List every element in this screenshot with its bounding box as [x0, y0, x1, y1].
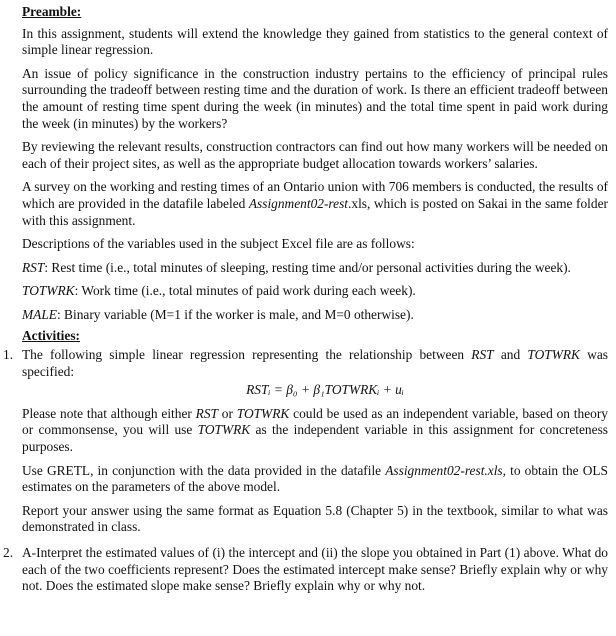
regression-equation: RSTᵢ = β₀ + β₁TOTWRKᵢ + uᵢ — [246, 382, 404, 398]
variable-rst — [22, 260, 608, 277]
text-run: , to obtain the OLS estimates on the parameters of the above model. — [22, 462, 608, 495]
var-totwrk: TOTWRK — [197, 422, 251, 438]
item-number: 2. — [3, 545, 14, 561]
var-rst: RST — [195, 405, 218, 421]
datafile-name: Assignment02-rest.xls — [385, 462, 503, 478]
var-totwrk: TOTWRK — [236, 405, 290, 421]
activity-item-1 — [3, 347, 608, 536]
preamble-paragraph-5: Descriptions of the variables used in the subject Excel file are as follows: — [22, 236, 415, 252]
activities-heading: Activities: — [22, 327, 81, 343]
text-run: The following simple linear regression representing the relationship between — [22, 347, 472, 363]
var-rst: RST — [471, 347, 494, 363]
variable-male — [22, 307, 608, 324]
preamble-paragraph-2: An issue of policy significance in the construction industry pertains to the efficiency of principal rules surrounding the tradeoff between resting time and the duration of work. Is there an efficient tradeoff between the amount of resting time spent during the week (in minutes) and the total time spent in paid work during the week (in minutes) by the workers? — [22, 65, 608, 131]
item-1-intro — [22, 347, 608, 380]
variable-totwrk — [22, 283, 608, 300]
preamble-paragraph-1: In this assignment, students will extend the knowledge they gained from statistics to the general context of simple linear regression. — [22, 25, 608, 58]
text-run: as the independent variable in this assignment for concreteness purposes. — [22, 422, 608, 455]
preamble-paragraph-3: By reviewing the relevant results, construction contractors can find out how many workers will be needed on each of their project sites, as well as the appropriate budget allocation towards workers’ salaries. — [22, 139, 608, 171]
activities-list — [3, 347, 608, 595]
variable-desc: : Work time (i.e., total minutes of paid work during each week). — [74, 283, 416, 299]
p4-text-b: .xls, which is posted on Sakai in the same folder with this assignment. — [22, 195, 608, 228]
text-run: Please note that although either — [22, 405, 196, 421]
text-run: was specified: — [22, 347, 608, 379]
item-1-report: Report your answer using the same format as Equation 5.8 (Chapter 5) in the textbook, similar to what was demonstrated in class. — [22, 502, 608, 535]
variable-name: TOTWRK — [22, 283, 75, 299]
item-1-use — [22, 463, 608, 496]
variable-desc: : Binary variable (M=1 if the worker is male, and M=0 otherwise). — [56, 306, 414, 322]
item-number: 1. — [3, 347, 14, 363]
variable-name: RST — [22, 259, 45, 275]
text-run: Use GRETL, in conjunction with the data provided in the datafile — [22, 462, 386, 478]
preamble-paragraph-4 — [22, 179, 608, 229]
preamble-heading: Preamble: — [22, 4, 82, 19]
text-run: and — [493, 347, 528, 363]
text-run: could be used as an independent variable, based on theory or commonsense, you will use — [22, 405, 608, 438]
item-1-note — [22, 406, 608, 456]
variable-desc: : Rest time (i.e., total minutes of sleeping, resting time and/or personal activities during the week). — [44, 259, 571, 275]
item-2-text: A-Interpret the estimated values of (i) the intercept and (ii) the slope you obtained in Part (1) above. What do each of the two coefficients represent? Does the estimated intercept make sense? Briefly explain why or why not. Does the estimated slope make sense? Briefly explain why or why not. — [22, 545, 608, 594]
text-run: or — [217, 405, 237, 421]
variable-name: MALE — [22, 306, 57, 322]
p4-text-a: A survey on the working and resting times of an Ontario union with 706 members is conducted, the results of which are provided in the datafile labeled — [22, 179, 608, 211]
var-totwrk: TOTWRK — [527, 347, 580, 363]
activity-item-2 — [3, 545, 608, 595]
p4-filename: Assignment02-rest — [248, 195, 349, 211]
